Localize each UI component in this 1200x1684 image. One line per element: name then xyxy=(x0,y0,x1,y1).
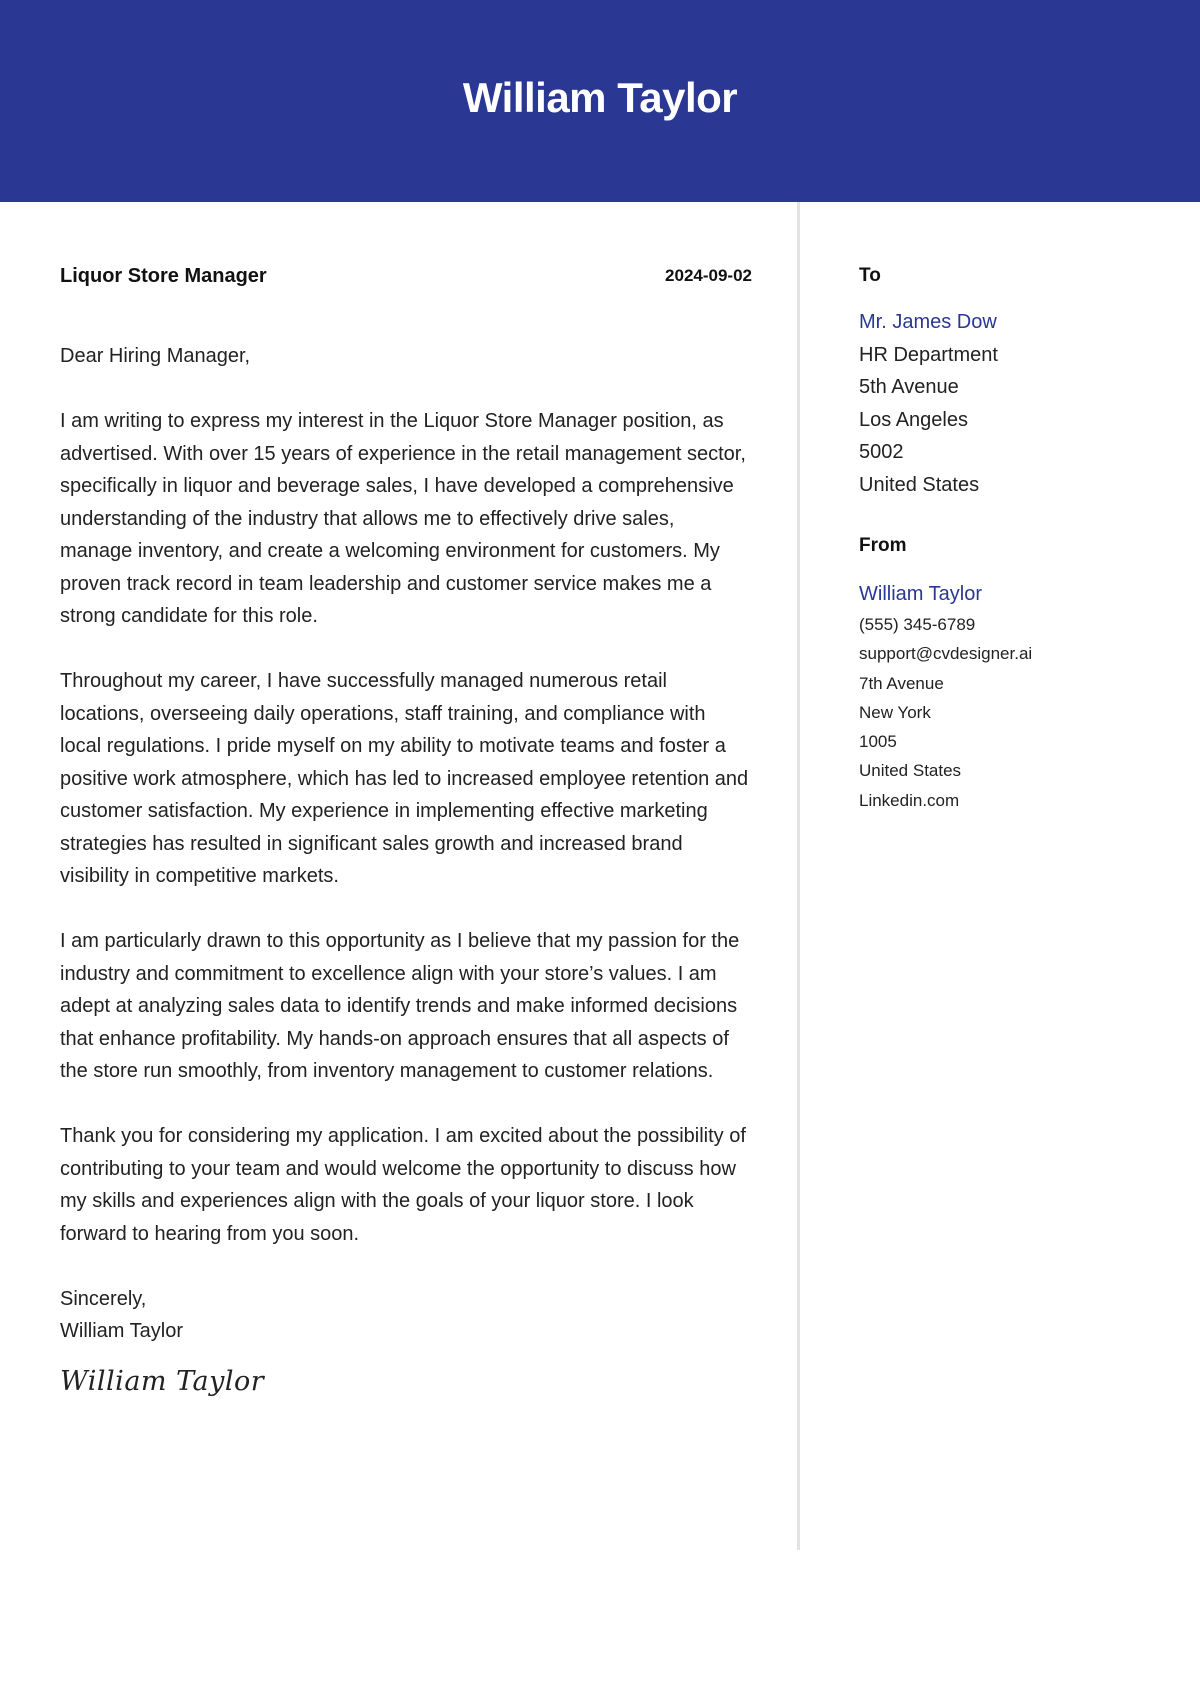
sender-city: New York xyxy=(859,702,931,722)
sender-phone: (555) 345-6789 xyxy=(859,615,976,634)
recipient-name: Mr. James Dow xyxy=(859,311,997,333)
sender-contact xyxy=(859,610,1169,815)
paragraph-intro: I am writing to express my interest in the Liquor Store Manager position, as advertised. With over 15 years of experience in the retail management sector, specifically in liquor and beverage sales, I have developed a comprehensive understanding of the industry that allows me to effectively drive sales, manage inventory, and create a welcoming environment for customers. My proven track record in team leadership and customer service makes me a strong candidate for this role. xyxy=(60,410,746,627)
recipient-address xyxy=(859,306,1169,501)
recipient-department: HR Department xyxy=(859,343,998,366)
paragraph-closing: Thank you for considering my application. I am excited about the possibility of contributing to your team and would welcome the opportunity to discuss how my skills and experiences align with the goals of your liquor store. I look forward to hearing from you soon. xyxy=(60,1125,746,1245)
closing-name: William Taylor xyxy=(60,1320,183,1342)
applicant-name-heading: William Taylor xyxy=(462,74,738,121)
sender-website: Linkedin.com xyxy=(859,790,960,810)
sender-street: 7th Avenue xyxy=(859,673,944,693)
sender-country: United States xyxy=(859,761,962,781)
recipient-postal: 5002 xyxy=(859,441,904,463)
paragraph-motivation: I am particularly drawn to this opportunity as I believe that my passion for the industry and commitment to excellence align with your store’s values. I am adept at analyzing sales data to identify trends and make informed decisions that enhance profitability. My hands-on approach ensures that all aspects of the store run smoothly, from inventory management to customer relations. xyxy=(60,930,740,1082)
from-label: From xyxy=(859,535,907,556)
recipient-city: Los Angeles xyxy=(859,408,968,431)
letter-body xyxy=(60,340,752,1398)
handwritten-signature: William Taylor xyxy=(60,1365,265,1397)
letter-date: 2024-09-02 xyxy=(665,266,752,285)
to-label: To xyxy=(859,265,881,286)
sender-postal: 1005 xyxy=(859,732,897,752)
closing-phrase: Sincerely, xyxy=(60,1287,147,1310)
column-divider xyxy=(797,202,800,1550)
job-title: Liquor Store Manager xyxy=(60,265,267,287)
recipient-country: United States xyxy=(859,473,980,496)
sender-email: support@cvdesigner.ai xyxy=(859,644,1033,664)
paragraph-experience: Throughout my career, I have successfully managed numerous retail locations, overseeing daily operations, staff training, and compliance with local regulations. I pride myself on my ability to motivate teams and foster a positive work atmosphere, which has led to increased employee retention and customer satisfaction. My experience in implementing effective marketing strategies has resulted in significant sales growth and increased brand visibility in competitive markets. xyxy=(60,670,749,887)
recipient-street: 5th Avenue xyxy=(859,376,959,398)
greeting: Dear Hiring Manager, xyxy=(60,345,251,367)
sender-name: William Taylor xyxy=(859,583,982,605)
header-banner xyxy=(0,0,1200,202)
